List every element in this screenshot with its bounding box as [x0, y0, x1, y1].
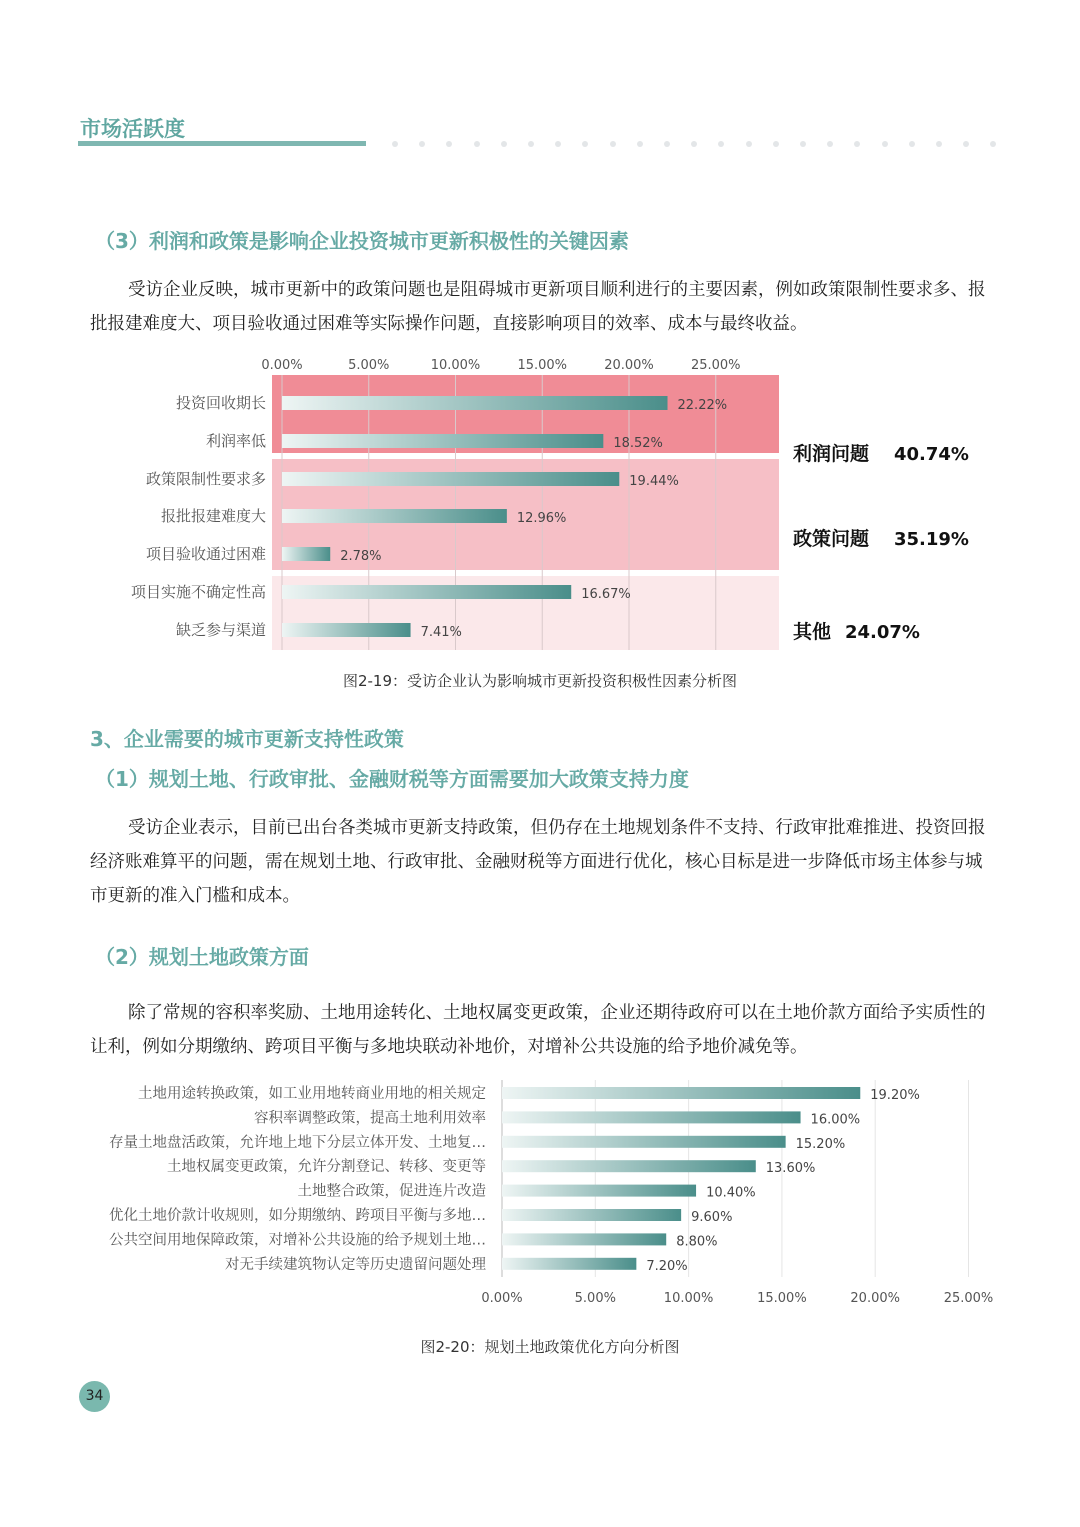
category-label: 公共空间用地保障政策，对增补公共设施的给予规划土地… [109, 1232, 486, 1249]
dot [800, 141, 806, 147]
dot [990, 141, 996, 147]
bar [502, 1209, 681, 1221]
value-label: 19.44% [629, 474, 679, 489]
dot [419, 141, 425, 147]
tick-label: 5.00% [574, 1291, 616, 1306]
heading-support-policies: 3、企业需要的城市更新支持性政策 [90, 727, 404, 751]
category-label: 项目验收通过困难 [145, 545, 266, 563]
value-label: 7.20% [646, 1258, 688, 1274]
heading-planning-admin-finance: （1）规划土地、行政审批、金融财税等方面需要加大政策支持力度 [95, 767, 689, 791]
bar [502, 1160, 756, 1172]
bar [282, 509, 507, 523]
category-label: 对无手续建筑物认定等历史遗留问题处理 [225, 1256, 486, 1273]
tick-label: 15.00% [517, 358, 568, 373]
dot [909, 141, 915, 147]
heading-profit-policy: （3）利润和政策是影响企业投资城市更新积极性的关键因素 [95, 229, 629, 253]
category-label: 土地整合政策，促进连片改造 [297, 1183, 486, 1200]
section-title: 市场活跃度 [80, 117, 185, 141]
dot [555, 141, 561, 147]
paragraph-support-policies: 受访企业表示，目前已出台各类城市更新支持政策，但仍存在土地规划条件不支持、行政审批难推进、投资回报经济账难算平的问题，需在规划土地、行政审批、金融财税等方面进行优化，核心目标是进一步降低市场主体参与城市更新的准入门槛和成本。 [90, 818, 986, 906]
group-name: 利润问题 [793, 443, 870, 465]
dot [392, 141, 398, 147]
dot [827, 141, 833, 147]
dot [854, 141, 860, 147]
category-label: 报批报建难度大 [160, 507, 266, 525]
dot [582, 141, 588, 147]
dot [637, 141, 643, 147]
dot [882, 141, 888, 147]
category-label: 缺乏参与渠道 [175, 621, 266, 639]
dot [963, 141, 969, 147]
category-label: 项目实施不确定性高 [130, 583, 266, 601]
decorative-dots [380, 141, 1000, 147]
bar [502, 1087, 860, 1099]
bar [282, 547, 330, 561]
dot [446, 141, 452, 147]
bar [502, 1136, 786, 1148]
category-label: 投资回收期长 [175, 394, 266, 412]
group-value: 40.74% [894, 444, 969, 465]
value-label: 16.67% [581, 587, 631, 602]
paragraph-land-policy: 除了常规的容积率奖励、土地用途转化、土地权属变更政策，企业还期待政府可以在土地价款方面给予实质性的让利，例如分期缴纳、跨项目平衡与多地块联动补地价，对增补公共设施的给予地价减免等。 [90, 1003, 986, 1057]
category-label: 政策限制性要求多 [145, 470, 266, 488]
group-value: 35.19% [894, 529, 969, 550]
bar [282, 585, 571, 599]
paragraph-profit-policy: 受访企业反映，城市更新中的政策问题也是阻碍城市更新项目顺利进行的主要因素，例如政策限制性要求多、报批报建难度大、项目验收通过困难等实际操作问题，直接影响项目的效率、成本与最终收益。 [90, 280, 986, 334]
category-label: 土地用途转换政策，如工业用地转商业用地的相关规定 [138, 1086, 486, 1102]
tick-label: 0.00% [481, 1291, 523, 1306]
dot [936, 141, 942, 147]
dot [474, 141, 480, 147]
tick-label: 10.00% [663, 1291, 714, 1306]
dot [718, 141, 724, 147]
tick-label: 0.00% [261, 358, 303, 373]
tick-label: 25.00% [690, 358, 741, 373]
figure-caption-2-19: 图2-19：受访企业认为影响城市更新投资积极性因素分析图 [342, 672, 738, 690]
value-label: 9.60% [691, 1210, 733, 1225]
bar [502, 1185, 696, 1197]
title-underline [78, 141, 366, 146]
dot [528, 141, 534, 147]
bar [282, 472, 619, 486]
tick-label: 5.00% [348, 358, 390, 373]
value-label: 8.80% [676, 1234, 718, 1250]
bar [282, 434, 603, 448]
bar [502, 1258, 636, 1270]
page-number: 34 [79, 1381, 110, 1412]
dot [691, 141, 697, 147]
chart-land-policy-directions [0, 1075, 1080, 1315]
group-value: 24.07% [845, 622, 920, 643]
category-label: 土地权属变更政策，允许分割登记、转移、变更等 [167, 1159, 486, 1176]
value-label: 16.00% [810, 1112, 861, 1128]
value-label: 7.41% [420, 625, 462, 640]
bar [502, 1233, 666, 1245]
value-label: 13.60% [765, 1161, 816, 1177]
group-name: 政策问题 [793, 528, 870, 550]
category-label: 优化土地价款计收规则，如分期缴纳、跨项目平衡与多地… [109, 1208, 486, 1224]
category-label: 容积率调整政策，提高土地利用效率 [254, 1110, 486, 1127]
dot [610, 141, 616, 147]
dot [664, 141, 670, 147]
value-label: 15.20% [795, 1136, 846, 1152]
bar [282, 396, 668, 410]
value-label: 19.20% [870, 1088, 920, 1103]
value-label: 18.52% [613, 436, 663, 451]
bar [282, 623, 411, 637]
heading-land-policy: （2）规划土地政策方面 [95, 945, 309, 969]
bar [502, 1111, 801, 1123]
category-label: 利润率低 [205, 432, 266, 450]
value-label: 22.22% [677, 398, 728, 413]
tick-label: 15.00% [757, 1291, 807, 1306]
value-label: 12.96% [516, 511, 567, 526]
tick-label: 25.00% [943, 1291, 994, 1306]
value-label: 2.78% [340, 549, 382, 564]
category-label: 存量土地盘活政策，允许地上地下分层立体开发、土地复… [109, 1134, 486, 1151]
chart-investment-factors [0, 345, 1080, 665]
dot [746, 141, 752, 147]
tick-label: 20.00% [850, 1291, 900, 1306]
dot [773, 141, 779, 147]
tick-label: 10.00% [430, 358, 481, 373]
value-label: 10.40% [706, 1185, 756, 1201]
group-name: 其他 [793, 621, 832, 643]
tick-label: 20.00% [604, 358, 654, 373]
figure-caption-2-20: 图2-20：规划土地政策优化方向分析图 [420, 1338, 680, 1356]
dot [501, 141, 507, 147]
